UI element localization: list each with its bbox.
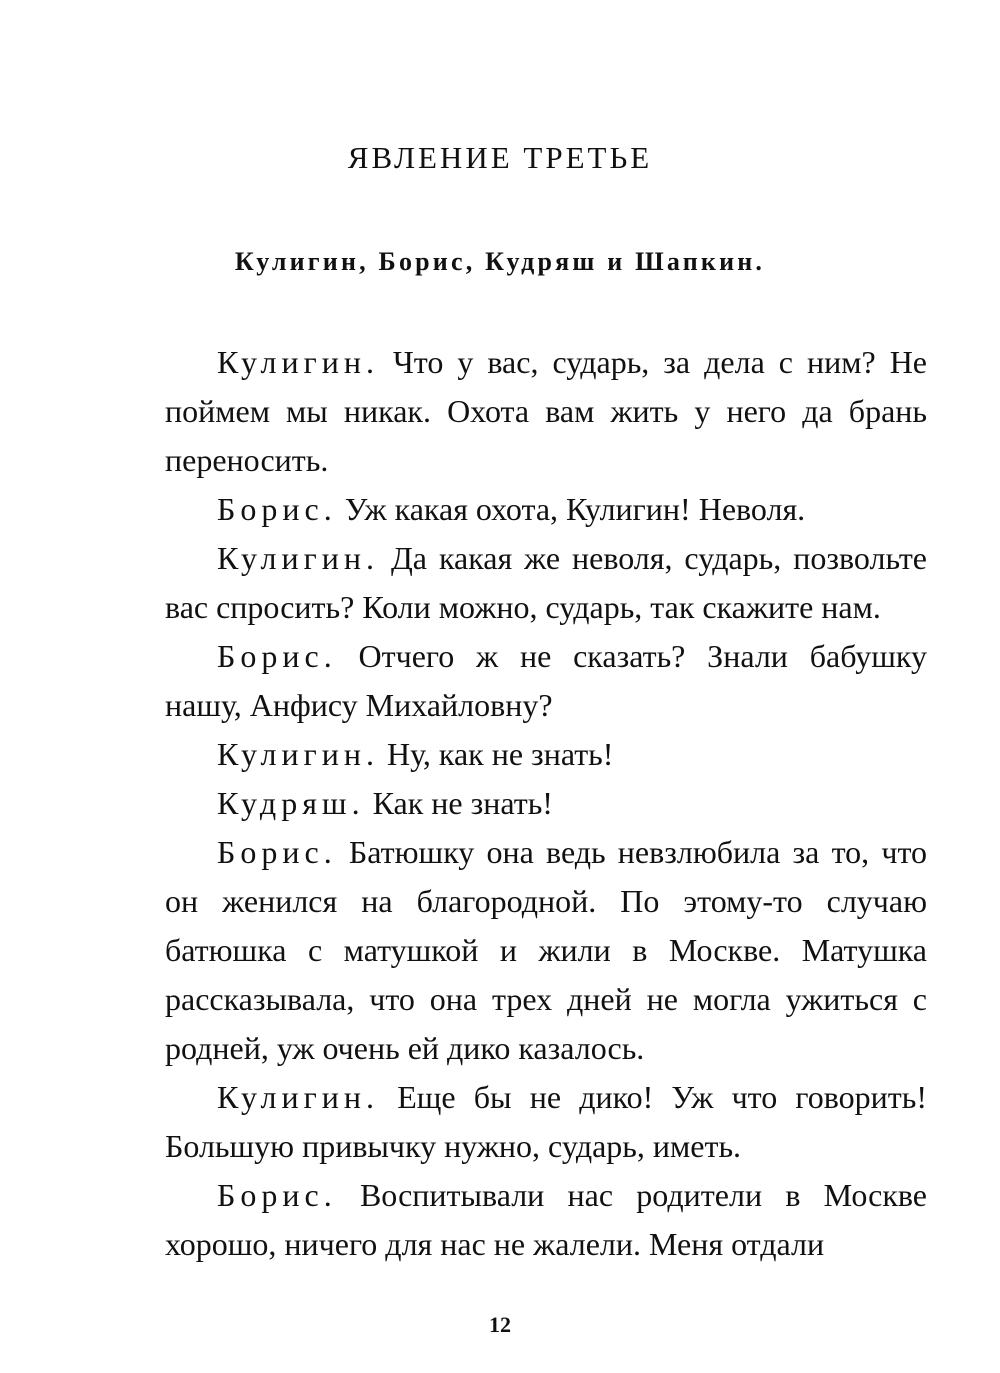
speaker-name: Кулигин. — [217, 1079, 379, 1115]
dialogue-text: Воспитывали нас родители в Москве хорошо, ничего для нас не жалели. Меня отдали — [165, 1177, 927, 1262]
dialogue-body — [165, 338, 927, 1269]
cast-list: Кулигин, Борис, Кудряш и Шапкин. — [234, 247, 766, 276]
speaker-name: Борис. — [217, 491, 337, 527]
dialogue-text: Что у вас, сударь, за дела с ним? Не поймем мы никак. Охота вам жить у него да брань переносить. — [165, 344, 927, 478]
speaker-name: Кудряш. — [217, 785, 365, 821]
dialogue-paragraph — [165, 828, 927, 1073]
dialogue-text: Уж какая охота, Кулигин! Неволя. — [336, 491, 806, 527]
dialogue-paragraph — [165, 485, 927, 534]
dialogue-paragraph — [165, 730, 927, 779]
dialogue-text: Да какая же неволя, сударь, позвольте вас спросить? Коли можно, сударь, так скажите нам. — [165, 540, 927, 625]
scene-title: ЯВЛЕНИЕ ТРЕТЬЕ — [347, 140, 653, 175]
speaker-name: Борис. — [217, 834, 337, 870]
dialogue-text: Батюшку она ведь невзлюбила за то, что он женился на благородной. По этому-то случаю батюшка с матушкой и жили в Москве. Матушка рассказывала, что она трех дней не могла ужиться с родней, уж очень ей дико казалось. — [165, 834, 927, 1066]
dialogue-paragraph — [165, 779, 927, 828]
dialogue-paragraph — [165, 1073, 927, 1171]
page-number: 12 — [489, 1312, 511, 1337]
dialogue-text: Еще бы не дико! Уж что говорить! Большую привычку нужно, сударь, иметь. — [165, 1079, 927, 1164]
dialogue-text: Как не знать! — [364, 785, 553, 821]
speaker-name: Борис. — [217, 1177, 337, 1213]
speaker-name: Борис. — [217, 638, 337, 674]
dialogue-paragraph — [165, 1171, 927, 1269]
dialogue-text: Ну, как не знать! — [379, 736, 614, 772]
dialogue-paragraph — [165, 338, 927, 485]
dialogue-paragraph — [165, 534, 927, 632]
dialogue-paragraph — [165, 632, 927, 730]
speaker-name: Кулигин. — [217, 736, 379, 772]
speaker-name: Кулигин. — [217, 540, 379, 576]
speaker-name: Кулигин. — [217, 344, 379, 380]
dialogue-text: Отчего ж не сказать? Знали бабушку нашу, Анфису Михайловну? — [165, 638, 927, 723]
